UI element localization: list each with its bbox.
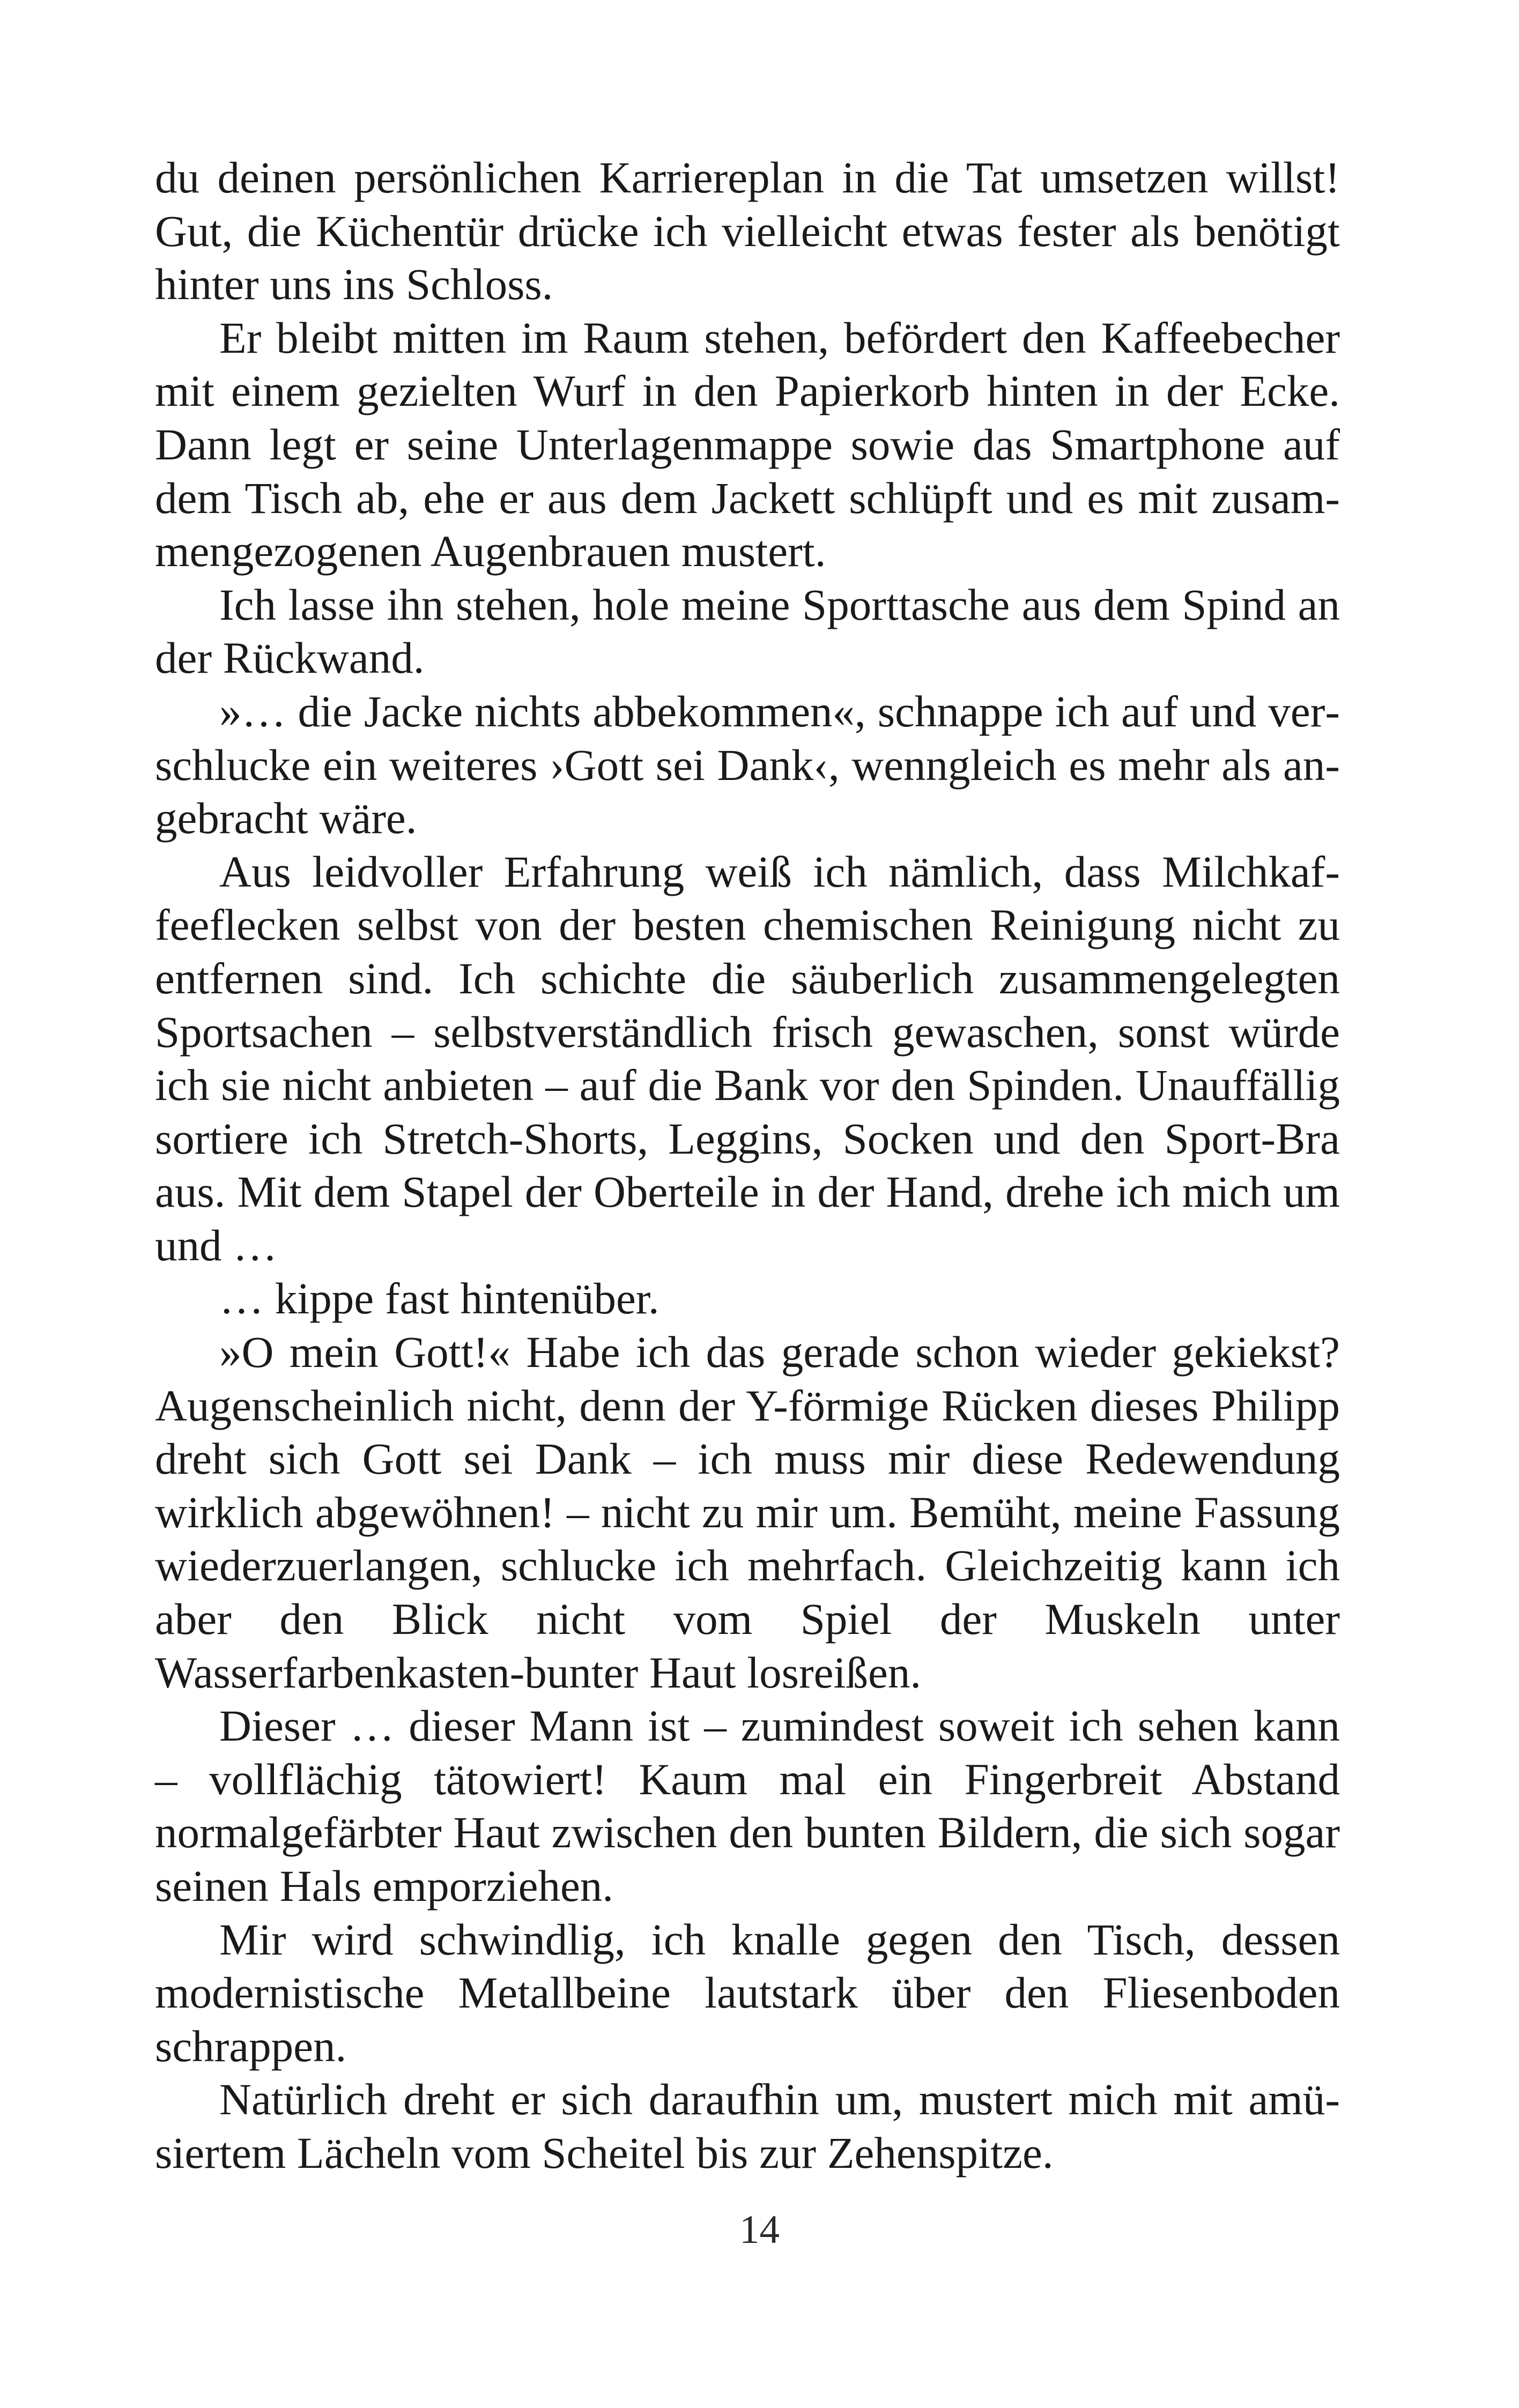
paragraph: Ich lasse ihn stehen, hole meine Sporttasche aus dem Spind an der Rückwand. bbox=[155, 579, 1340, 683]
paragraph: … kippe fast hintenüber. bbox=[219, 1274, 660, 1324]
paragraph: Natürlich dreht er sich daraufhin um, mustert mich mit amüsiertem Lächeln vom Scheitel bis zur Zehenspitze. bbox=[155, 2075, 1340, 2177]
page-number: 14 bbox=[739, 2208, 780, 2252]
body-text bbox=[155, 151, 1340, 2180]
paragraph: »… die Jacke nichts abbekommen«, schnappe ich auf und verschlucke ein weiteres ›Gott sei Dank‹, wenngleich es mehr als angebracht wäre. bbox=[155, 686, 1340, 843]
paragraph: Dieser … dieser Mann ist – zumindest soweit ich sehen kann – vollflächig tätowiert! Kaum mal ein Fingerbreit Abstand normalgefärbter Haut zwischen den bunten Bildern, die sich sogar seinen Hals emporziehen. bbox=[155, 1701, 1340, 1911]
paragraph: Mir wird schwindlig, ich knalle gegen den Tisch, dessen modernistische Metallbeine lautstark über den Fliesenboden schrappen. bbox=[155, 1914, 1340, 2071]
paragraph: Er bleibt mitten im Raum stehen, befördert den Kaffeebecher mit einem gezielten Wurf in den Papierkorb hinten in der Ecke. Dann legt er seine Unterlagenmappe sowie das Smartphone auf dem Tisch ab, ehe er aus dem Jackett schlüpft und es mit zusammengezogenen Augenbrauen mustert. bbox=[155, 313, 1340, 576]
paragraph: Aus leidvoller Erfahrung weiß ich nämlich, dass Milchkaffeeflecken selbst von der besten chemischen Reinigung nicht zu entfernen sind. Ich schichte die säuberlich zusammengelegten Sportsachen – selbstverständlich frisch gewaschen, sonst würde ich sie nicht anbieten – auf die Bank vor den Spinden. Unauffällig sortiere ich Stretch-Shorts, Leggins, Socken und den Sport-Bra aus. Mit dem Stapel der Oberteile in der Hand, drehe ich mich um und … bbox=[155, 846, 1340, 1270]
paragraph-continuation: du deinen persönlichen Karriereplan in die Tat umsetzen willst! Gut, die Küchentür drücke ich vielleicht etwas fester als benötigt hinter uns ins Schloss. bbox=[155, 153, 1340, 309]
paragraph: »O mein Gott!« Habe ich das gerade schon wieder gekiekst? Augenscheinlich nicht, denn der Y-förmige Rücken dieses Philipp dreht sich Gott sei Dank – ich muss mir diese Redewendung wirklich abgewöhnen! – nicht zu mir um. Bemüht, meine Fassung wiederzuerlangen, schlucke ich mehrfach. Gleichzeitig kann ich aber den Blick nicht vom Spiel der Muskeln unter Wasserfarbenkasten-bunter Haut losreißen. bbox=[155, 1327, 1340, 1697]
